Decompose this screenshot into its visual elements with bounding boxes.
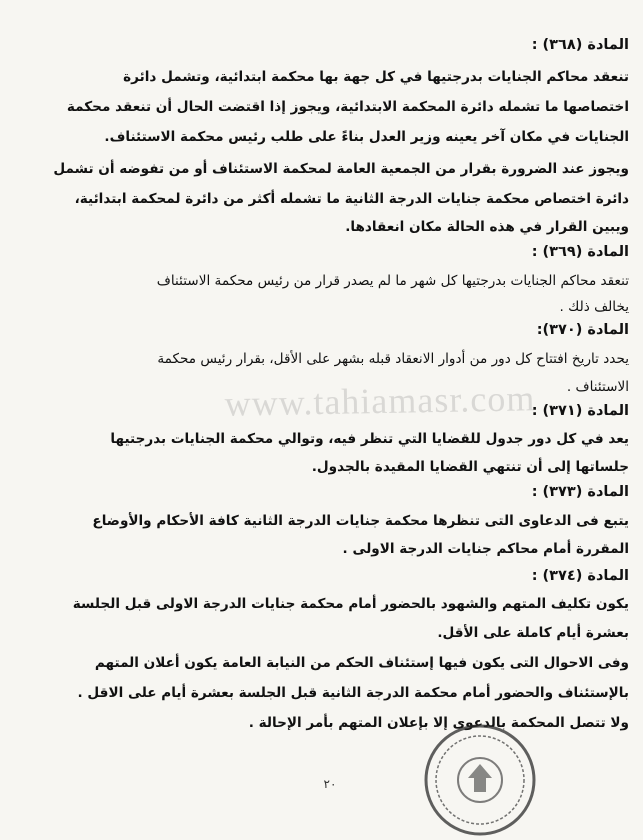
article-368-line-2: اختصاصها ما تشمله دائرة المحكمة الابتدائية، ويجوز إذا اقتضت الحال أن تنعقد محكمة [66, 99, 629, 115]
article-371-line-2: جلساتها إلى أن تنتهي القضايا المقيدة بالجدول. [311, 459, 629, 475]
article-370-line-2: الاستئناف . [566, 379, 629, 395]
article-368-heading: المادة (٣٦٨) : [531, 37, 629, 53]
article-368-line-6: ويبين القرار في هذه الحالة مكان انعقادها. [345, 219, 629, 235]
article-374-line-2: بعشرة أيام كاملة على الأقل. [437, 625, 629, 641]
article-373-line-1: يتبع فى الدعاوى التى تنظرها محكمة جنايات الدرجة الثانية كافة الأحكام والأوضاع [92, 513, 629, 529]
article-373-line-2: المقررة أمام محاكم جنايات الدرجة الاولى . [342, 541, 629, 557]
page-number: ٢٠ [323, 777, 337, 791]
article-369-line-2: يخالف ذلك . [559, 299, 629, 315]
article-374-line-3: وفى الاحوال التى يكون فيها إستئناف الحكم من النيابة العامة يكون أعلان المتهم [94, 655, 629, 671]
article-374-line-4: بالإستئناف والحضور أمام محكمة الدرجة الثانية قبل الجلسة بعشرة أيام على الاقل . [77, 685, 629, 701]
article-369-line-1: تنعقد محاكم الجنايات بدرجتيها كل شهر ما لم يصدر قرار من رئيس محكمة الاستئناف [156, 273, 629, 289]
watermark: www.tahiamasr.com [224, 378, 536, 424]
article-371-heading: المادة (٣٧١) : [531, 403, 629, 419]
article-374-heading: المادة (٣٧٤) : [531, 568, 629, 584]
article-374-line-1: يكون تكليف المتهم والشهود بالحضور أمام محكمة جنايات الدرجة الاولى قبل الجلسة [72, 596, 629, 612]
article-370-line-1: يحدد تاريخ افتتاح كل دور من أدوار الانعقاد قبله بشهر على الأقل، بقرار رئيس محكمة [157, 351, 629, 367]
official-stamp-icon [420, 720, 540, 840]
article-370-heading: المادة (٣٧٠): [536, 322, 629, 338]
article-368-line-5: دائرة اختصاص محكمة جنايات الدرجة الثانية ما تشمله أكثر من دائرة لمحكمة ابتدائية، [74, 191, 629, 207]
article-368-line-4: ويجوز عند الضرورة بقرار من الجمعية العامة لمحكمة الاستئناف أو من تفوضه أن تشمل [53, 161, 629, 177]
article-369-heading: المادة (٣٦٩) : [531, 244, 629, 260]
article-374-line-5: ولا تتصل المحكمة بالدعوى إلا بإعلان المتهم بأمر الإحالة . [248, 715, 629, 731]
article-373-heading: المادة (٣٧٣) : [531, 484, 629, 500]
article-368-line-1: تنعقد محاكم الجنايات بدرجتيها في كل جهة بها محكمة ابتدائية، وتشمل دائرة [123, 69, 629, 85]
article-368-line-3: الجنايات في مكان آخر يعينه وزير العدل بناءً على طلب رئيس محكمة الاستئناف. [104, 129, 629, 145]
article-371-line-1: يعد في كل دور جدول للقضايا التي تنظر فيه، وتوالي محكمة الجنايات بدرجتيها [110, 431, 629, 447]
